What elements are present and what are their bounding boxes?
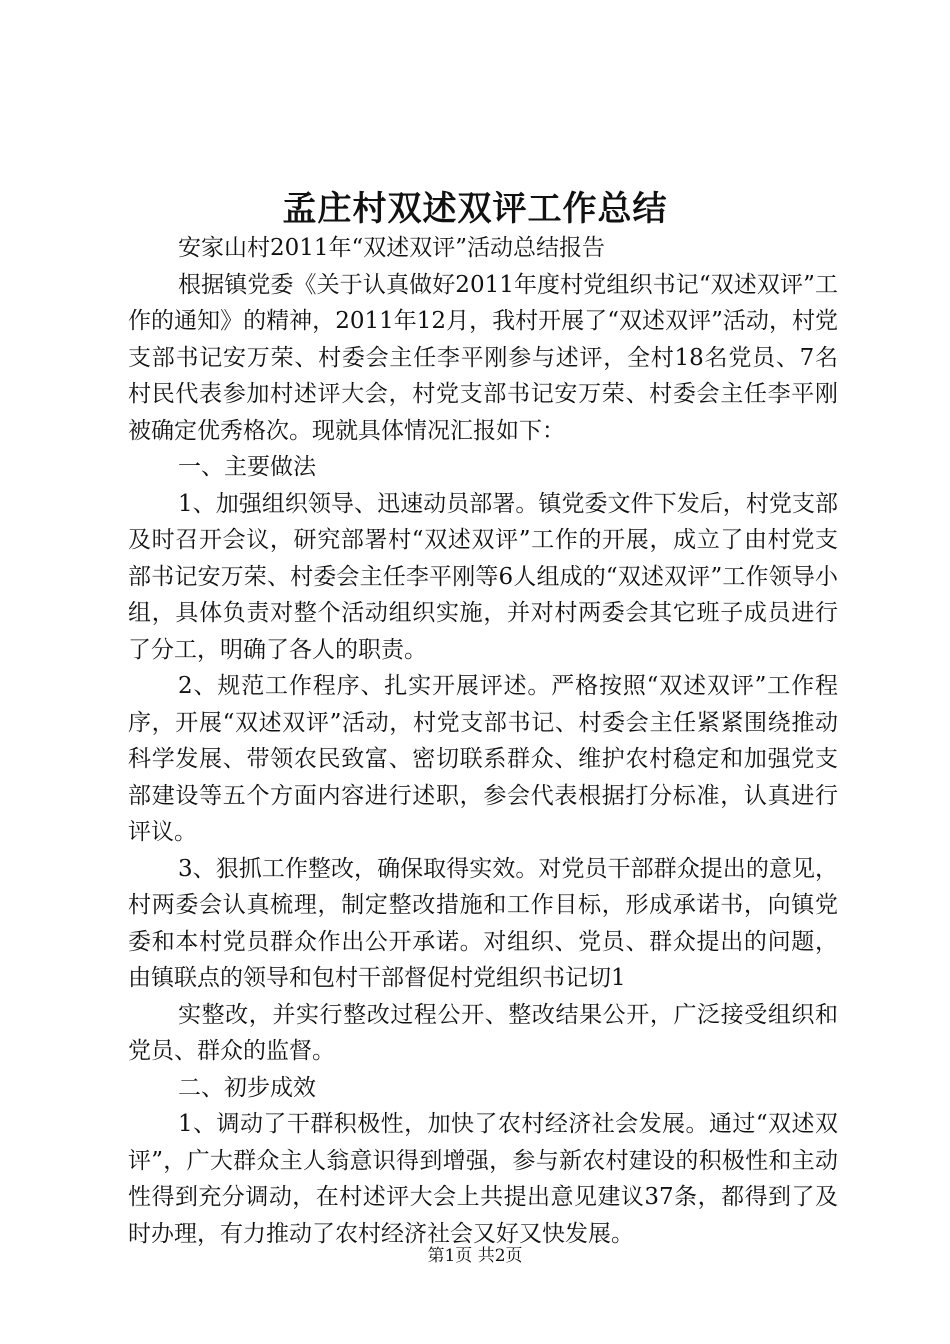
- result-item-1: 1、调动了干群积极性，加快了农村经济社会发展。通过“双述双评”，广大群众主人翁意识得到增强，参与新农村建设的积极性和主动性得到充分调动，在村述评大会上共提出意见建议37条，都得到了及时办理，有力推动了农村经济社会又好又快发展。: [128, 1111, 838, 1247]
- method-item-3-continued: 实整改，并实行整改过程公开、整改结果公开，广泛接受组织和党员、群众的监督。: [128, 1001, 838, 1064]
- report-subtitle: 安家山村2011年“双述双评”活动总结报告: [178, 235, 606, 261]
- intro-paragraph: 根据镇党委《关于认真做好2011年度村党组织书记“双述双评”工作的通知》的精神，2011年12月，我村开展了“双述双评”活动，村党支部书记安万荣、村委会主任李平刚参与述评，全村18名党员、7名村民代表参加村述评大会，村党支部书记安万荣、村委会主任李平刚被确定优秀格次。现就具体情况汇报如下：: [128, 271, 838, 444]
- document-title: 孟庄村双述双评工作总结: [282, 189, 668, 229]
- document-body: [128, 230, 838, 1252]
- method-item-2: 2、规范工作程序、扎实开展评述。严格按照“双述双评”工作程序，开展“双述双评”活动，村党支部书记、村委会主任紧紧围绕推动科学发展、带领农民致富、密切联系群众、维护农村稳定和加强党支部建设等五个方面内容进行述职，参会代表根据打分标准，认真进行评议。: [128, 673, 838, 845]
- method-item-1: 1、加强组织领导、迅速动员部署。镇党委文件下发后，村党支部及时召开会议，研究部署村“双述双评”工作的开展，成立了由村党支部书记安万荣、村委会主任李平刚等6人组成的“双述双评”工作领导小组，具体负责对整个活动组织实施，并对村两委会其它班子成员进行了分工，明确了各人的职责。: [128, 490, 838, 663]
- page-footer: 第1页 共2页: [427, 1246, 523, 1266]
- method-item-3: 3、狠抓工作整改，确保取得实效。对党员干部群众提出的意见，村两委会认真梳理，制定整改措施和工作目标，形成承诺书，向镇党委和本村党员群众作出公开承诺。对组织、党员、群众提出的问题，由镇联点的领导和包村干部督促村党组织书记切1: [128, 855, 838, 991]
- section-heading-main-methods: 一、主要做法: [178, 454, 316, 480]
- section-heading-initial-results: 二、初步成效: [178, 1074, 316, 1101]
